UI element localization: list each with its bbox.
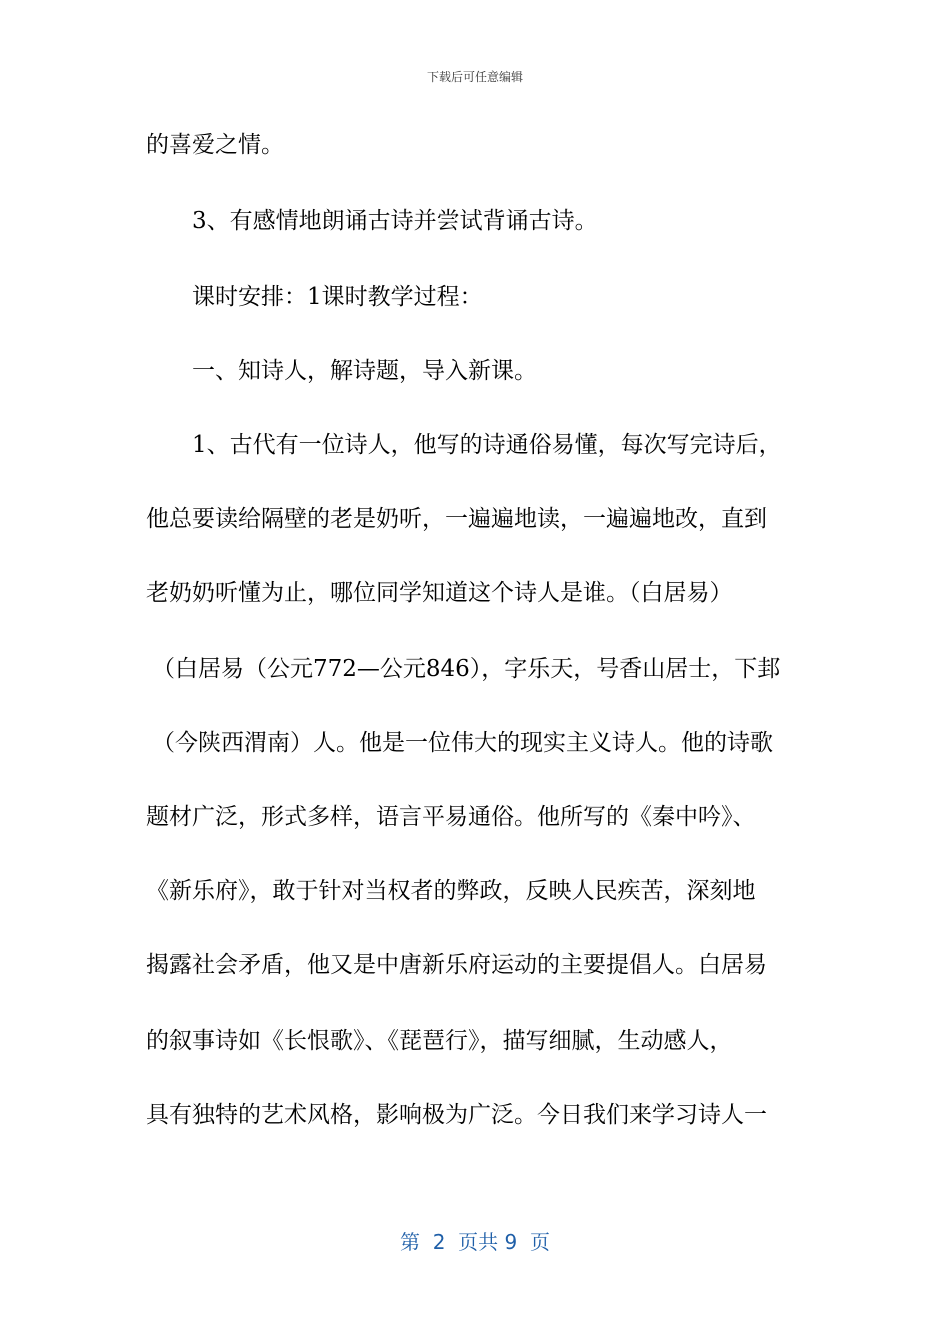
- body-line-14: 具有独特的艺术风格，影响极为广泛。今日我们来学习诗人一: [146, 1102, 767, 1128]
- body-line-6: 他总要读给隔壁的老是奶听，一遍遍地读，一遍遍地改，直到: [146, 506, 767, 532]
- body-line-1: 的喜爱之情。: [146, 132, 284, 158]
- body-line-2: 3、有感情地朗诵古诗并尝试背诵古诗。: [192, 208, 598, 234]
- body-line-7: 老奶奶听懂为止，哪位同学知道这个诗人是谁。（白居易）: [146, 580, 733, 606]
- body-line-10: 题材广泛，形式多样，语言平易通俗。他所写的《秦中吟》、: [146, 804, 756, 830]
- page-header: 下载后可任意编辑: [426, 70, 523, 84]
- body-line-3: 课时安排：1课时教学过程：: [192, 284, 483, 310]
- body-line-12: 揭露社会矛盾，他又是中唐新乐府运动的主要提倡人。白居易: [146, 952, 767, 978]
- body-line-4: 一、知诗人，解诗题，导入新课。: [192, 358, 537, 384]
- body-line-8: （白居易（公元772—公元846），字乐天，号香山居士，下邽: [152, 656, 781, 682]
- body-line-9: （今陕西渭南）人。他是一位伟大的现实主义诗人。他的诗歌: [152, 730, 773, 756]
- body-line-13: 的叙事诗如《长恨歌》、《琵琶行》，描写细腻，生动感人，: [146, 1028, 733, 1054]
- body-line-11: 《新乐府》，敢于针对当权者的弊政，反映人民疾苦，深刻地: [146, 878, 756, 904]
- page-number-footer: 第 2 页共 9 页: [400, 1230, 550, 1254]
- body-line-5: 1、古代有一位诗人，他写的诗通俗易懂，每次写完诗后，: [192, 432, 782, 458]
